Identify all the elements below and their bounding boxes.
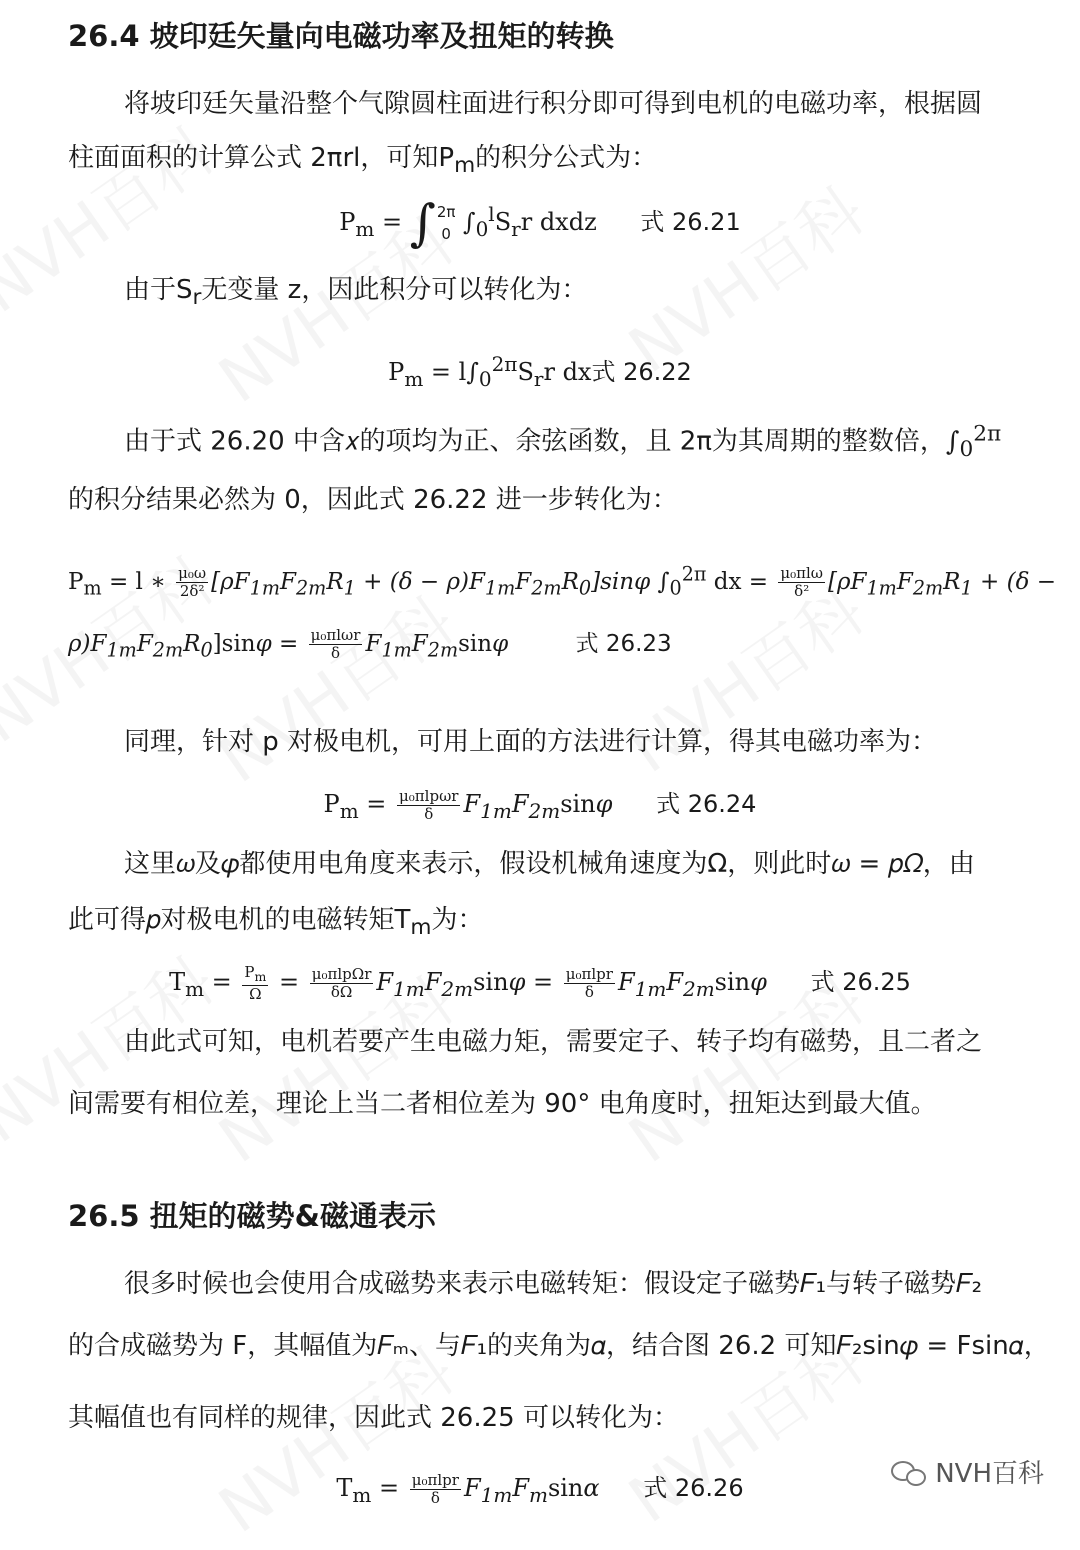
wechat-icon	[891, 1459, 927, 1485]
equation-number: 式 26.22	[591, 358, 692, 386]
paragraph-line: 的合成磁势为 F，其幅值为𝐹ₘ、与𝐹₁的夹角为𝛼，结合图 26.2 可知𝐹₂sin𝜑 = Fsin𝛼，	[68, 1331, 1050, 1361]
equation-number: 式 26.21	[640, 208, 741, 236]
footer-brand-label: NVH百科	[935, 1459, 1044, 1489]
equation-26-26: $T_m$ = μ₀πlpr δ $F_{1m}F_m\sin\alpha$ 式 26.26	[336, 1470, 744, 1507]
equation-number: 式 26.23	[575, 631, 672, 657]
paragraph-line: 此可得𝑝对极电机的电磁转矩$T_m$为：	[68, 905, 484, 941]
equation-26-24: $P_m$ = μ₀πlpωr δ $F_{1m}F_{2m}\sin\varphi$ 式 26.24	[323, 786, 757, 823]
equation-number: 式 26.26	[643, 1474, 744, 1502]
equation-26-23-line-2: $\rho)F_{1m}F_{2m}R_0]\sin\varphi$ = μ₀πlωr δ $F_{1m}F_{2m}\sin\varphi$ 式 26.23	[68, 626, 672, 662]
section-heading-26-5: 26.5 扭矩的磁势&磁通表示	[68, 1199, 436, 1233]
paragraph-line: 由于式 26.20 中含𝑥的项均为正、余弦函数，且 2π为其周期的整数倍，$\int_0^{2\pi}$	[124, 421, 1002, 462]
paragraph-line: 这里𝜔及𝜑都使用电角度来表示，假设机械角速度为Ω，则此时𝜔 = 𝑝𝛺，由	[124, 849, 975, 879]
paragraph-line: 由此式可知，电机若要产生电磁力矩，需要定子、转子均有磁势，且二者之	[124, 1027, 983, 1057]
paragraph-line: 同理，针对 p 对极电机，可用上面的方法进行计算，得其电磁功率为：	[124, 727, 938, 757]
paragraph-line: 其幅值也有同样的规律，因此式 26.25 可以转化为：	[68, 1403, 679, 1433]
paragraph-line: 很多时候也会使用合成磁势来表示电磁转矩：假设定子磁势𝐹₁与转子磁势𝐹₂	[124, 1269, 982, 1299]
equation-26-25: $T_m$ = $\frac{P_m}{\Omega}$ = μ₀πlpΩr δΩ $F_{1m}F_{2m}\sin\varphi$ = μ₀πlpr δ $F_{1m}F_{2m}\sin\varphi$ 式 26.25	[169, 962, 911, 1003]
paragraph-line: 间需要有相位差，理论上当二者相位差为 90° 电角度时，扭矩达到最大值。	[68, 1089, 937, 1119]
equation-26-22: $P_m = l\int_0^{2\pi}S_rr$ dx式 26.22	[388, 352, 692, 391]
equation-number: 式 26.24	[656, 790, 757, 818]
section-heading-26-4: 26.4 坡印廷矢量向电磁功率及扭矩的转换	[68, 19, 614, 53]
equation-number: 式 26.25	[810, 968, 911, 996]
paragraph-line: 将坡印廷矢量沿整个气隙圆柱面进行积分即可得到电机的电磁功率，根据圆	[124, 89, 983, 119]
paragraph-line: 柱面面积的计算公式 2πrl，可知$P_m$的积分公式为：	[68, 143, 658, 179]
paragraph-line: 由于$S_r$无变量 z，因此积分可以转化为：	[124, 275, 588, 311]
equation-26-23-line-1: $P_m = l$ ∗ $\frac{\text{μ₀ω}}{\text{2δ²}}$ $[\rho F_{1m}F_{2m}R_1 + (\delta - \rho)F_{1m}F_{2m}R_0]\sin\varphi$ $\int_0^{2\pi}$ dx = μ₀πlω δ² [$\rho F_{1m}F_{2m}R_1 + (\delta$ −	[68, 562, 1056, 600]
paragraph-line: 的积分结果必然为 0，因此式 26.22 进一步转化为：	[68, 485, 678, 515]
footer-brand	[891, 1453, 1044, 1490]
equation-26-21: $P_m$ = ∫ 2π 0 $\int_0^lS_rr$ dxdz 式 26.21	[339, 194, 741, 252]
